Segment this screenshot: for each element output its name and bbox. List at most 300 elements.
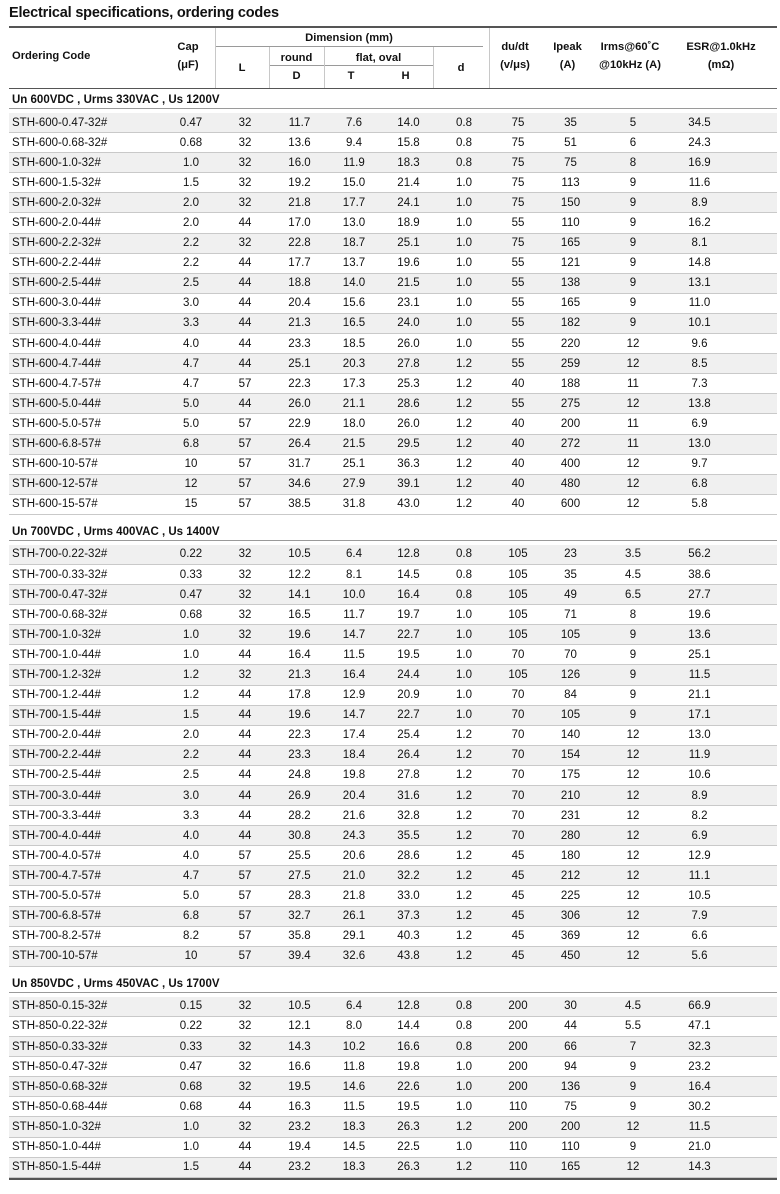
table-row (9, 565, 777, 585)
cell-thickness: 11.8 (343, 1060, 365, 1073)
cell-lead-diameter: 1.0 (456, 1100, 472, 1113)
cell-cap: 6.8 (183, 910, 199, 923)
cell-ordering-code: STH-850-0.47-32# (12, 1060, 108, 1073)
cell-lead-diameter: 1.0 (456, 668, 472, 681)
cell-esr: 11.5 (688, 1120, 711, 1133)
cell-length: 57 (238, 478, 252, 491)
cell-length: 32 (238, 1000, 252, 1013)
cell-dudt: 45 (511, 930, 525, 943)
cell-diameter: 11.7 (288, 116, 311, 129)
cell-irms: 9 (629, 217, 637, 230)
cell-ordering-code: STH-600-2.0-32# (12, 196, 101, 209)
cell-ipeak: 231 (560, 809, 581, 822)
cell-diameter: 12.1 (288, 1020, 311, 1033)
table-row (9, 113, 777, 133)
cell-ipeak: 200 (560, 417, 581, 430)
cell-esr: 6.6 (691, 930, 708, 943)
header-col-divider (269, 47, 270, 88)
header-sub-divider (269, 65, 433, 66)
cell-lead-diameter: 1.2 (456, 478, 472, 491)
cell-length: 44 (238, 829, 252, 842)
cell-ipeak: 75 (564, 1100, 577, 1113)
cell-irms: 9 (629, 176, 637, 189)
cell-height: 21.5 (397, 277, 420, 290)
cell-thickness: 11.5 (343, 1100, 365, 1113)
cell-length: 32 (238, 568, 252, 581)
cell-esr: 34.5 (688, 116, 711, 129)
cell-length: 32 (238, 237, 252, 250)
cell-lead-diameter: 1.0 (456, 1080, 472, 1093)
cell-lead-diameter: 0.8 (456, 116, 472, 129)
cell-ordering-code: STH-600-4.7-44# (12, 357, 101, 370)
cell-length: 57 (238, 438, 252, 451)
table-row (9, 374, 777, 394)
cell-ipeak: 306 (560, 910, 581, 923)
cell-esr: 66.9 (688, 1000, 711, 1013)
cell-irms: 12 (626, 478, 640, 491)
cell-length: 57 (238, 417, 252, 430)
cell-diameter: 22.3 (288, 377, 311, 390)
cell-height: 27.8 (397, 357, 420, 370)
cell-ordering-code: STH-600-15-57# (12, 498, 98, 511)
cell-esr: 10.5 (688, 890, 711, 903)
cell-irms: 9 (629, 628, 637, 641)
cell-thickness: 14.7 (342, 709, 366, 722)
cell-length: 32 (238, 176, 252, 189)
cell-thickness: 13.0 (342, 217, 366, 230)
cell-length: 44 (238, 357, 252, 370)
cell-ordering-code: STH-850-1.0-44# (12, 1141, 101, 1154)
table-row (9, 435, 777, 455)
cell-esr: 7.9 (691, 910, 708, 923)
cell-height: 33.0 (397, 890, 420, 903)
cell-esr: 7.3 (691, 377, 708, 390)
cell-height: 28.6 (397, 397, 420, 410)
cell-ipeak: 126 (560, 668, 581, 681)
cell-cap: 0.22 (179, 548, 203, 561)
cell-diameter: 21.3 (288, 317, 311, 330)
cell-thickness: 11.9 (343, 156, 365, 169)
cell-thickness: 18.4 (342, 749, 366, 762)
cell-length: 44 (238, 317, 252, 330)
cell-cap: 2.2 (183, 749, 199, 762)
cell-thickness: 31.8 (342, 498, 366, 511)
cell-cap: 1.0 (183, 1120, 199, 1133)
cell-diameter: 12.2 (288, 568, 311, 581)
table-row (9, 786, 777, 806)
cell-ordering-code: STH-700-1.2-44# (12, 689, 101, 702)
cell-cap: 12 (184, 478, 198, 491)
table-row (9, 947, 777, 967)
cell-lead-diameter: 1.0 (456, 1060, 472, 1073)
cell-ordering-code: STH-600-10-57# (12, 458, 98, 471)
cell-cap: 5.0 (183, 890, 199, 903)
cell-esr: 5.8 (691, 498, 708, 511)
cell-ordering-code: STH-850-0.68-32# (12, 1080, 108, 1093)
cell-height: 24.4 (397, 668, 420, 681)
cell-height: 26.3 (397, 1161, 420, 1174)
cell-esr: 30.2 (688, 1100, 711, 1113)
cell-ipeak: 150 (560, 196, 581, 209)
cell-length: 32 (238, 116, 252, 129)
header-T: T (347, 70, 355, 82)
cell-height: 12.8 (397, 548, 420, 561)
cell-irms: 12 (626, 869, 640, 882)
cell-esr: 8.1 (691, 237, 708, 250)
cell-cap: 0.47 (179, 588, 203, 601)
cell-diameter: 28.3 (288, 890, 311, 903)
cell-thickness: 11.5 (343, 648, 365, 661)
cell-esr: 10.6 (688, 769, 711, 782)
cell-length: 32 (238, 1080, 252, 1093)
cell-lead-diameter: 1.0 (456, 217, 472, 230)
table-row (9, 1077, 777, 1097)
cell-thickness: 20.4 (342, 789, 366, 802)
cell-length: 57 (238, 849, 252, 862)
cell-esr: 47.1 (688, 1020, 711, 1033)
cell-height: 22.7 (397, 709, 420, 722)
cell-ipeak: 212 (560, 869, 581, 882)
cell-dudt: 200 (508, 1040, 528, 1053)
cell-ipeak: 280 (560, 829, 581, 842)
table-bottom-rule (9, 1178, 777, 1180)
cell-ipeak: 110 (561, 1141, 580, 1154)
cell-irms: 9 (629, 277, 637, 290)
cell-ordering-code: STH-700-4.0-44# (12, 829, 101, 842)
cell-height: 26.4 (397, 749, 420, 762)
cell-ordering-code: STH-700-0.33-32# (12, 568, 108, 581)
cell-height: 26.0 (397, 417, 420, 430)
cell-diameter: 39.4 (288, 950, 311, 963)
cell-dudt: 110 (508, 1161, 528, 1174)
cell-height: 14.4 (397, 1020, 420, 1033)
cell-dudt: 55 (511, 217, 525, 230)
cell-ipeak: 450 (560, 950, 581, 963)
cell-esr: 6.9 (691, 417, 708, 430)
cell-esr: 11.0 (688, 297, 711, 310)
cell-lead-diameter: 1.0 (456, 1141, 472, 1154)
cell-diameter: 16.0 (288, 156, 311, 169)
cell-esr: 23.2 (688, 1060, 711, 1073)
cell-lead-diameter: 1.0 (456, 237, 472, 250)
table-row (9, 1017, 777, 1037)
cell-irms: 9 (629, 1100, 637, 1113)
cell-diameter: 38.5 (288, 498, 311, 511)
cell-ipeak: 35 (564, 116, 577, 129)
cell-irms: 8 (629, 156, 637, 169)
table-row (9, 726, 777, 746)
cell-diameter: 20.4 (288, 297, 311, 310)
cell-lead-diameter: 0.8 (456, 1020, 472, 1033)
cell-ordering-code: STH-700-0.47-32# (12, 588, 108, 601)
header-esr: ESR@1.0kHz (686, 41, 756, 53)
cell-length: 44 (238, 809, 252, 822)
cell-diameter: 16.3 (288, 1100, 311, 1113)
cell-irms: 12 (626, 498, 640, 511)
cell-ordering-code: STH-600-2.2-32# (12, 237, 101, 250)
cell-lead-diameter: 1.2 (456, 789, 472, 802)
cell-diameter: 16.4 (288, 648, 311, 661)
table-row (9, 585, 777, 605)
table-row (9, 475, 777, 495)
cell-thickness: 14.5 (342, 1141, 366, 1154)
table-row (9, 625, 777, 645)
cell-ipeak: 75 (564, 156, 577, 169)
cell-dudt: 75 (511, 136, 525, 149)
cell-thickness: 7.6 (346, 116, 362, 129)
cell-height: 18.9 (397, 217, 420, 230)
cell-cap: 0.47 (179, 116, 203, 129)
cell-lead-diameter: 1.2 (456, 950, 472, 963)
cell-length: 32 (238, 156, 252, 169)
cell-height: 40.3 (397, 930, 420, 943)
cell-lead-diameter: 0.8 (456, 136, 472, 149)
cell-dudt: 200 (508, 1060, 528, 1073)
cell-cap: 0.22 (179, 1020, 203, 1033)
cell-diameter: 14.3 (288, 1040, 311, 1053)
cell-thickness: 14.7 (342, 628, 366, 641)
cell-esr: 19.6 (688, 608, 711, 621)
cell-diameter: 17.8 (288, 689, 311, 702)
cell-cap: 4.7 (183, 357, 199, 370)
table-row (9, 766, 777, 786)
cell-lead-diameter: 0.8 (456, 588, 472, 601)
cell-lead-diameter: 1.0 (456, 628, 472, 641)
cell-dudt: 55 (511, 257, 525, 270)
cell-ipeak: 35 (564, 568, 577, 581)
cell-lead-diameter: 1.2 (456, 1161, 472, 1174)
cell-irms: 12 (626, 829, 640, 842)
cell-ipeak: 51 (564, 136, 577, 149)
cell-ipeak: 84 (564, 689, 577, 702)
table-row (9, 234, 777, 254)
cell-ordering-code: STH-700-2.5-44# (12, 769, 101, 782)
cell-thickness: 29.1 (342, 930, 366, 943)
cell-thickness: 18.5 (342, 337, 366, 350)
cell-diameter: 23.3 (288, 749, 311, 762)
cell-lead-diameter: 1.2 (456, 458, 472, 471)
cell-dudt: 200 (508, 1020, 528, 1033)
cell-height: 19.8 (397, 1060, 420, 1073)
cell-lead-diameter: 0.8 (456, 1040, 472, 1053)
header-round: round (280, 52, 313, 64)
cell-thickness: 14.0 (342, 277, 366, 290)
cell-irms: 9 (629, 1080, 637, 1093)
cell-ipeak: 275 (560, 397, 581, 410)
cell-diameter: 10.5 (288, 548, 311, 561)
cell-dudt: 110 (508, 1100, 528, 1113)
cell-ipeak: 49 (564, 588, 577, 601)
cell-ordering-code: STH-700-3.0-44# (12, 789, 101, 802)
cell-length: 44 (238, 337, 252, 350)
cell-esr: 11.5 (688, 668, 711, 681)
cell-irms: 12 (626, 337, 640, 350)
cell-height: 15.8 (397, 136, 420, 149)
cell-cap: 0.33 (179, 568, 203, 581)
cell-dudt: 40 (511, 417, 525, 430)
cell-cap: 1.5 (183, 709, 199, 722)
cell-diameter: 19.5 (288, 1080, 311, 1093)
cell-thickness: 32.6 (342, 950, 366, 963)
cell-thickness: 18.3 (342, 1161, 366, 1174)
cell-length: 44 (238, 789, 252, 802)
cell-height: 29.5 (397, 438, 420, 451)
cell-irms: 11 (627, 438, 639, 451)
cell-lead-diameter: 0.8 (456, 156, 472, 169)
cell-thickness: 27.9 (342, 478, 366, 491)
cell-irms: 9 (629, 257, 637, 270)
cell-cap: 5.0 (183, 417, 199, 430)
cell-height: 25.3 (397, 377, 420, 390)
section-title: Un 850VDC , Urms 450VAC , Us 1700V (9, 973, 777, 993)
cell-dudt: 55 (511, 317, 525, 330)
table-row (9, 173, 777, 193)
cell-ipeak: 94 (564, 1060, 577, 1073)
cell-lead-diameter: 1.0 (456, 337, 472, 350)
cell-irms: 3.5 (625, 548, 641, 561)
cell-ipeak: 188 (560, 377, 581, 390)
table-row (9, 354, 777, 374)
header-col-divider (489, 28, 490, 88)
cell-diameter: 27.5 (288, 869, 311, 882)
cell-diameter: 25.5 (288, 849, 311, 862)
cell-ipeak: 71 (564, 608, 577, 621)
cell-thickness: 9.4 (346, 136, 362, 149)
cell-length: 57 (238, 458, 252, 471)
cell-thickness: 16.5 (342, 317, 366, 330)
table-row (9, 1158, 777, 1178)
cell-height: 32.2 (397, 869, 420, 882)
cell-lead-diameter: 1.2 (456, 377, 472, 390)
cell-dudt: 70 (511, 648, 525, 661)
table-row (9, 846, 777, 866)
cell-thickness: 21.1 (342, 397, 366, 410)
cell-lead-diameter: 1.2 (456, 829, 472, 842)
cell-ordering-code: STH-700-1.0-44# (12, 648, 101, 661)
table-row (9, 334, 777, 354)
cell-length: 44 (238, 1141, 252, 1154)
cell-cap: 0.33 (179, 1040, 203, 1053)
cell-height: 19.5 (397, 1100, 420, 1113)
cell-cap: 2.2 (183, 237, 199, 250)
cell-dudt: 40 (511, 458, 525, 471)
cell-ipeak: 180 (560, 849, 581, 862)
cell-irms: 12 (626, 1161, 640, 1174)
cell-ipeak: 66 (564, 1040, 577, 1053)
cell-dudt: 70 (511, 729, 525, 742)
cell-thickness: 21.6 (342, 809, 366, 822)
cell-diameter: 21.3 (288, 668, 311, 681)
cell-cap: 1.5 (183, 176, 199, 189)
cell-dudt: 40 (511, 377, 525, 390)
cell-irms: 7 (629, 1040, 637, 1053)
cell-irms: 12 (626, 729, 640, 742)
cell-lead-diameter: 1.2 (456, 930, 472, 943)
header-col-divider (215, 28, 216, 88)
table-row (9, 254, 777, 274)
cell-lead-diameter: 1.0 (456, 317, 472, 330)
cell-irms: 12 (626, 809, 640, 822)
cell-height: 43.8 (397, 950, 420, 963)
cell-cap: 0.68 (179, 1100, 203, 1113)
cell-thickness: 6.4 (346, 548, 362, 561)
cell-ordering-code: STH-850-0.33-32# (12, 1040, 108, 1053)
cell-length: 44 (238, 217, 252, 230)
cell-height: 19.7 (397, 608, 420, 621)
cell-dudt: 45 (511, 849, 525, 862)
cell-dudt: 55 (511, 297, 525, 310)
cell-height: 35.5 (397, 829, 420, 842)
cell-diameter: 17.7 (288, 257, 311, 270)
cell-diameter: 23.2 (288, 1120, 311, 1133)
cell-height: 23.1 (397, 297, 420, 310)
cell-cap: 0.68 (179, 136, 203, 149)
cell-cap: 4.0 (183, 829, 199, 842)
cell-ipeak: 105 (560, 709, 581, 722)
header-dim-divider (215, 46, 483, 47)
cell-height: 25.4 (397, 729, 420, 742)
cell-esr: 9.7 (691, 458, 708, 471)
cell-dudt: 105 (508, 628, 528, 641)
cell-thickness: 21.5 (342, 438, 366, 451)
cell-length: 32 (238, 628, 252, 641)
cell-esr: 21.0 (688, 1141, 711, 1154)
cell-esr: 16.4 (688, 1080, 711, 1093)
cell-length: 44 (238, 1100, 252, 1113)
cell-esr: 11.6 (688, 176, 711, 189)
cell-lead-diameter: 1.0 (456, 277, 472, 290)
cell-ipeak: 165 (560, 1161, 581, 1174)
cell-dudt: 45 (511, 869, 525, 882)
cell-thickness: 21.0 (342, 869, 366, 882)
cell-length: 32 (238, 1060, 252, 1073)
cell-ipeak: 44 (564, 1020, 577, 1033)
cell-lead-diameter: 1.0 (456, 648, 472, 661)
cell-height: 19.5 (397, 648, 420, 661)
cell-ordering-code: STH-850-1.5-44# (12, 1161, 101, 1174)
cell-esr: 12.9 (688, 849, 711, 862)
cell-length: 32 (238, 588, 252, 601)
cell-diameter: 19.6 (288, 709, 311, 722)
cell-esr: 14.3 (688, 1161, 711, 1174)
cell-ordering-code: STH-700-8.2-57# (12, 930, 101, 943)
cell-irms: 9 (629, 709, 637, 722)
table-row (9, 294, 777, 314)
table-row (9, 314, 777, 334)
table-row (9, 1057, 777, 1077)
header-flat-oval: flat, oval (355, 52, 402, 64)
table-row (9, 495, 777, 515)
table-row (9, 907, 777, 927)
cell-length: 44 (238, 769, 252, 782)
cell-thickness: 21.8 (342, 890, 366, 903)
cell-thickness: 25.1 (342, 458, 366, 471)
cell-cap: 3.3 (183, 809, 199, 822)
cell-length: 44 (238, 729, 252, 742)
cell-ipeak: 480 (560, 478, 581, 491)
cell-ipeak: 30 (564, 1000, 577, 1013)
header-irms: Irms@60˚C (600, 41, 660, 53)
table-row (9, 1117, 777, 1137)
cell-height: 26.0 (397, 337, 420, 350)
cell-ordering-code: STH-600-3.3-44# (12, 317, 101, 330)
cell-cap: 3.0 (183, 297, 199, 310)
cell-height: 37.3 (397, 910, 420, 923)
cell-cap: 1.0 (183, 156, 199, 169)
cell-diameter: 16.5 (288, 608, 311, 621)
cell-height: 16.4 (397, 588, 420, 601)
cell-cap: 0.15 (179, 1000, 203, 1013)
